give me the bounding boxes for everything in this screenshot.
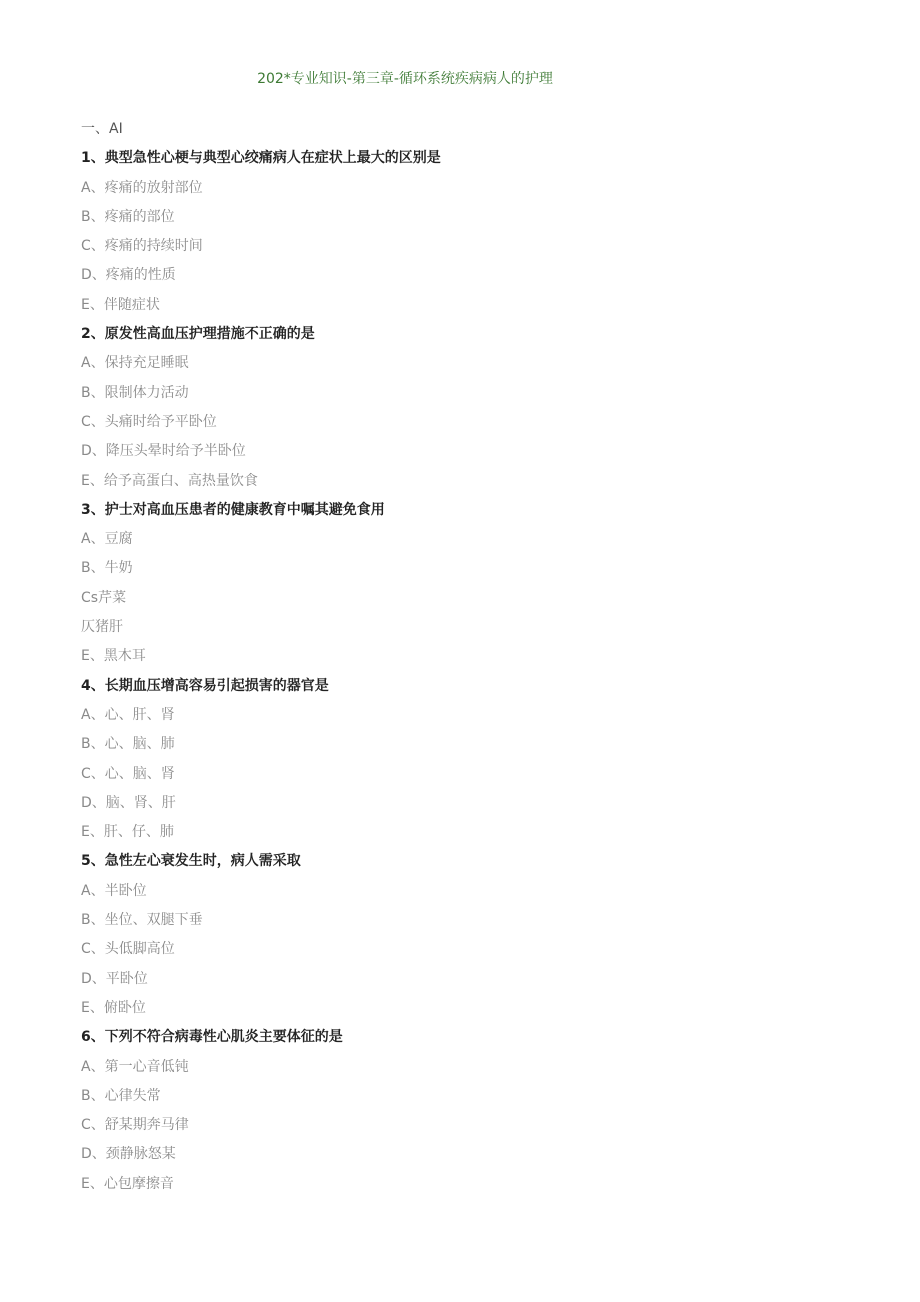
answer-option: D、颈静脉怒某 bbox=[81, 1146, 176, 1163]
answer-option: E、心包摩擦音 bbox=[81, 1175, 174, 1192]
answer-option: B、心、脑、肺 bbox=[81, 736, 175, 753]
answer-option: E、伴随症状 bbox=[81, 296, 160, 313]
answer-option: C、心、脑、肾 bbox=[81, 765, 175, 782]
question-block bbox=[81, 320, 841, 496]
answer-option: B、心律失常 bbox=[81, 1087, 161, 1104]
question-stem: 2、原发性高血压护理措施不正确的是 bbox=[81, 326, 315, 343]
question-block bbox=[81, 847, 841, 1023]
question-block bbox=[81, 672, 841, 848]
answer-option: A、心、肝、肾 bbox=[81, 706, 175, 723]
answer-option: C、头低脚高位 bbox=[81, 941, 175, 958]
answer-option: A、第一心音低钝 bbox=[81, 1058, 189, 1075]
answer-option: B、坐位、双腿下垂 bbox=[81, 912, 203, 929]
question-block bbox=[81, 1023, 841, 1199]
question-stem: 1、典型急性心梗与典型心绞痛病人在症状上最大的区别是 bbox=[81, 150, 441, 167]
answer-option: A、保持充足睡眠 bbox=[81, 355, 189, 372]
answer-option: A、半卧位 bbox=[81, 882, 147, 899]
answer-option: D、平卧位 bbox=[81, 970, 148, 987]
answer-option: 仄猪肝 bbox=[81, 619, 123, 636]
answer-option: A、豆腐 bbox=[81, 531, 133, 548]
document-title: 202*专业知识-第三章-循环系统疾病病人的护理 bbox=[257, 71, 553, 87]
document-content bbox=[81, 115, 841, 1199]
question-block bbox=[81, 144, 841, 320]
answer-option: C、疼痛的持续时间 bbox=[81, 238, 203, 255]
answer-option: D、降压头晕时给予半卧位 bbox=[81, 443, 246, 460]
answer-option: D、脑、肾、肝 bbox=[81, 794, 176, 811]
answer-option: E、肝、仔、肺 bbox=[81, 824, 174, 841]
question-block bbox=[81, 496, 841, 672]
section-heading: 一、AI bbox=[81, 121, 123, 137]
answer-option: E、黑木耳 bbox=[81, 648, 146, 665]
answer-option: B、牛奶 bbox=[81, 560, 133, 577]
answer-option: B、疼痛的部位 bbox=[81, 208, 175, 225]
question-stem: 6、下列不符合病毒性心肌炎主要体征的是 bbox=[81, 1029, 343, 1046]
answer-option: A、疼痛的放射部位 bbox=[81, 179, 203, 196]
question-stem: 4、长期血压增高容易引起损害的器官是 bbox=[81, 677, 329, 694]
answer-option: Cs芹菜 bbox=[81, 589, 127, 606]
answer-option: D、疼痛的性质 bbox=[81, 267, 176, 284]
answer-option: C、头痛时给予平卧位 bbox=[81, 413, 217, 430]
question-stem: 3、护士对高血压患者的健康教育中嘱其避免食用 bbox=[81, 501, 385, 518]
answer-option: B、限制体力活动 bbox=[81, 384, 189, 401]
answer-option: C、舒某期奔马律 bbox=[81, 1117, 189, 1134]
answer-option: E、俯卧位 bbox=[81, 999, 146, 1016]
answer-option: E、给予高蛋白、高热量饮食 bbox=[81, 472, 258, 489]
question-stem: 5、急性左心衰发生时，病人需采取 bbox=[81, 853, 301, 870]
